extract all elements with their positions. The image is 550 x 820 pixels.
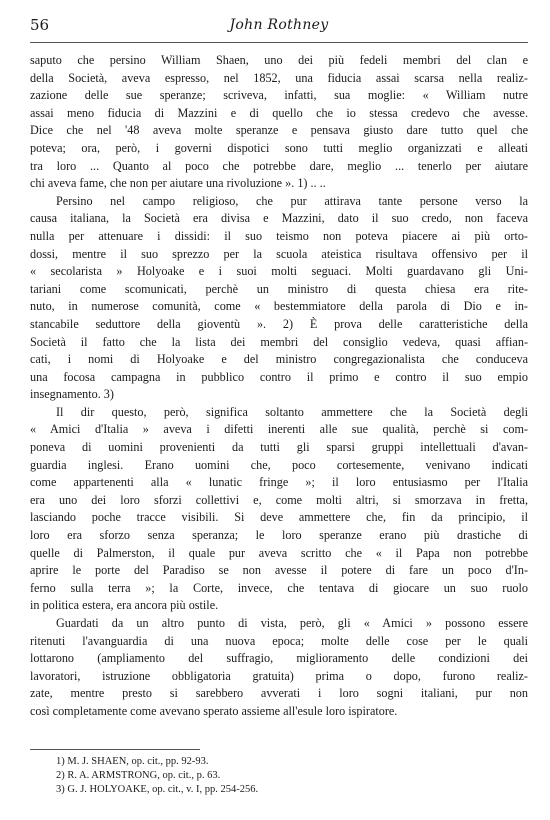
text-line: così completamente come avevano sperato assieme all'esule loro ispiratore. bbox=[30, 703, 398, 718]
text-line: quelle di Palmerston, il quale pur aveva scritto che « il Papa non potrebbe bbox=[30, 545, 528, 560]
text-line: Società il fatto che la lista dei membri del consiglio vedeva, quasi affian- bbox=[30, 334, 528, 349]
text-line: nulla per attenuare i dissidi: il suo teismo non poteva piacere ai più orto- bbox=[30, 228, 528, 243]
text-line: lasciando poche tracce visibili. Si deve ammettere che, fin da principio, il bbox=[30, 510, 528, 525]
page-header bbox=[30, 16, 528, 40]
text-line: ferno sulla terra »; la Corte, invece, che tentava di giocare un suo ruolo bbox=[30, 580, 528, 595]
text-line: « secolarista » Holyoake e i suoi molti seguaci. Molti guardavano gli Uni- bbox=[30, 264, 528, 279]
text-line: chi aveva fame, che non per aiutare una rivoluzione ». 1) .. .. bbox=[30, 176, 326, 191]
text-line: in politica estera, era ancora più ostile. bbox=[30, 598, 219, 613]
paragraph bbox=[30, 193, 528, 404]
text-line: Guardati da un altro punto di vista, però, gli « Amici » possono essere bbox=[56, 616, 528, 630]
text-line: lavoratori, istruzione obbligatoria gratuita) prima o dopo, furono realiz- bbox=[30, 668, 528, 683]
text-line: stancabile seduttore della gioventù ». 2) È prova delle caratteristiche della bbox=[30, 316, 528, 331]
text-line: poteva; ora, però, i governi dispotici sono tutti meglio organizzati e alleati bbox=[30, 140, 528, 155]
page-number: 56 bbox=[30, 16, 50, 34]
text-line: guardia inglesi. Erano uomini che, poco cortesemente, venivano indicati bbox=[30, 457, 528, 472]
text-line: lottarono (ampliamento del suffragio, miglioramento delle condizioni dei bbox=[30, 651, 528, 666]
running-head: John Rothney bbox=[229, 17, 329, 33]
text-line: nuto, in numerose comunità, come « bestemmiatore della parola di Dio e in- bbox=[30, 299, 528, 314]
text-line: « Amici d'Italia » aveva i difetti inerenti alle sue qualità, perchè si com- bbox=[30, 422, 528, 437]
text-line: poneva di uomini provenienti da tutti gli sparsi gruppi intellettuali d'avan- bbox=[30, 440, 528, 455]
text-line: Il dir questo, però, significa soltanto ammettere che la Società degli bbox=[56, 404, 528, 419]
header-rule bbox=[30, 42, 528, 43]
footnotes bbox=[56, 755, 516, 797]
paragraph bbox=[30, 615, 528, 721]
footnote: 1) M. J. SHAEN, op. cit., pp. 92-93. bbox=[56, 756, 209, 767]
text-line: tariani come scomunicati, perchè un ministro di questa chiesa era rite- bbox=[30, 281, 528, 296]
text-line: cati, i nomi di Holyoake e del ministro congregazionalista che conduceva bbox=[30, 352, 528, 367]
text-line: assai meno fiducia di Mazzini e di quello che io stessa credevo che avesse. bbox=[30, 105, 528, 120]
footnote-rule bbox=[30, 749, 200, 750]
body-text bbox=[30, 52, 528, 721]
text-line: Dice che nel '48 aveva molte speranze e pensava giusto dare tutto quel che bbox=[30, 123, 528, 138]
text-line: loro era sforzo senza speranza; le loro speranze erano più drastiche di bbox=[30, 528, 528, 543]
paragraph bbox=[30, 404, 528, 615]
text-line: come appartenenti alla « lunatic fringe »; il loro entusiasmo per l'Italia bbox=[30, 475, 528, 490]
text-line: dossi, mentre il suo sprezzo per la scuola ateistica risultava offensivo per il bbox=[30, 246, 528, 261]
footnote: 2) R. A. ARMSTRONG, op. cit., p. 63. bbox=[56, 770, 221, 781]
footnote: 3) G. J. HOLYOAKE, op. cit., v. I, pp. 254-256. bbox=[56, 784, 259, 795]
text-line: saputo che persino William Shaen, uno dei più fedeli membri del clan e bbox=[30, 53, 528, 67]
text-line: ritenuti l'avanguardia di una nuova epoca; molte delle cose per le quali bbox=[30, 633, 528, 648]
text-line: tra loro ... Quanto al poco che potrebbe dare, meglio ... tenerlo per aiutare bbox=[30, 158, 528, 173]
paragraph bbox=[30, 52, 528, 193]
text-line: zate, mentre presto si sarebbero avverati i loro sogni italiani, pur non bbox=[30, 686, 528, 701]
text-line: Persino nel campo religioso, che pur attirava tante persone verso la bbox=[56, 193, 528, 208]
text-line: era uno dei loro sforzi collettivi e, come molti altri, si smorzava in fretta, bbox=[30, 492, 528, 507]
text-line: causa italiana, la Società era divisa e Mazzini, dato il suo credo, non faceva bbox=[30, 211, 528, 226]
text-line: della Società, aveva espresso, nel 1852, una fiducia assai scarsa nella realiz- bbox=[30, 70, 528, 85]
text-line: aprire le porte del Paradiso se non avesse il potere di fare un poco d'In- bbox=[30, 563, 528, 578]
text-line: insegnamento. 3) bbox=[30, 387, 114, 402]
text-line: una focosa campagna in pubblico contro il primo e contro il suo empio bbox=[30, 369, 528, 384]
text-line: zazione delle sue speranze; scriveva, infatti, sua moglie: « William nutre bbox=[30, 88, 528, 103]
